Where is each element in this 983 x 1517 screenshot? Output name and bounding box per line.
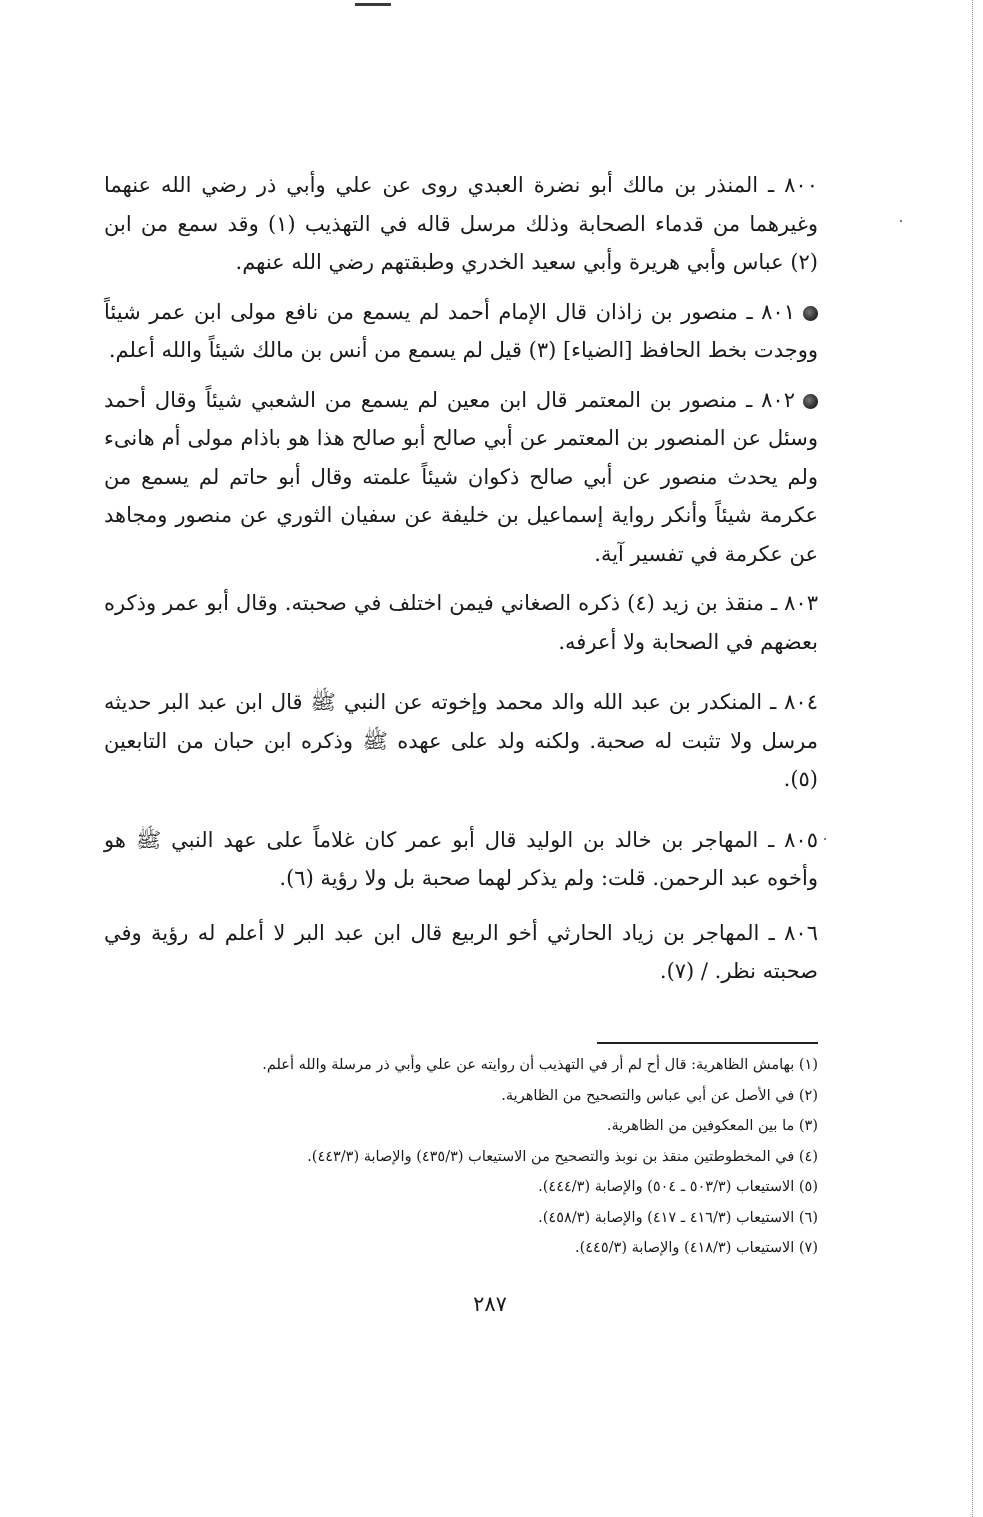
bullet-marker-icon <box>803 306 818 321</box>
entry-804: ٨٠٤ ـ المنكدر بن عبد الله والد محمد وإخوته عن النبي ﷺ قال ابن عبد البر حديثه مرسل ولا تثبت له صحبة. ولكنه ولد على عهده ﷺ وذكره ابن حبان من التابعين (٥). <box>104 690 818 791</box>
main-text <box>104 166 818 1002</box>
entry-802 <box>104 381 818 574</box>
entry-802-text: ٨٠٢ ـ منصور بن المعتمر قال ابن معين لم يسمع من الشعبي شيئاً وقال أحمد وسئل عن المنصور بن المعتمر عن أبي صالح أبو صالح هذا هو باذام مولى أم هانىء ولم يحدث منصور عن أبي صالح ذكوان شيئاً علمته وقال أبو حاتم لم يسمع من عكرمة شيئاً وأنكر رواية إسماعيل بن خليفة عن سفيان الثوري عن منصور ومجاهد عن عكرمة في تفسير آية. <box>104 387 818 566</box>
scan-speck <box>824 838 826 840</box>
footnotes <box>150 1050 818 1264</box>
footnote: (٦) الاستيعاب (٤١٦/٣ ـ ٤١٧) والإصابة (٤٥٨/٣). <box>538 1209 818 1226</box>
footnote-separator <box>597 1042 818 1044</box>
page-top-mark <box>355 3 391 6</box>
footnote: (٣) ما بين المعكوفين من الظاهرية. <box>606 1118 818 1134</box>
entry-803: ٨٠٣ ـ منقذ بن زيد (٤) ذكره الصغاني فيمن اختلف في صحبته. وقال أبو عمر وذكره بعضهم في الصحابة ولا أعرفه. <box>104 591 818 654</box>
footnote: (١) بهامش الظاهرية: قال أح لم أر في التهذيب أن روايته عن علي وأبي ذر مرسلة والله أعلم. <box>262 1057 818 1073</box>
footnote: (٧) الاستيعاب (٤١٨/٣) والإصابة (٤٤٥/٣). <box>574 1240 818 1256</box>
entry-805: ٨٠٥ ـ المهاجر بن خالد بن الوليد قال أبو عمر كان غلاماً على عهد النبي ﷺ هو وأخوه عبد الرحمن. قلت: ولم يذكر لهما صحبة بل ولا رؤية (٦). <box>104 827 818 890</box>
entry-800: ٨٠٠ ـ المنذر بن مالك أبو نضرة العبدي روى عن علي وأبي ذر رضي الله عنهما وغيرهما من قدماء الصحابة وذلك مرسل قاله في التهذيب (١) وقد سمع من ابن (٢) عباس وأبي هريرة وأبي سعيد الخدري وطبقتهم رضي الله عنهم. <box>104 173 818 274</box>
bullet-marker-icon <box>803 394 818 409</box>
entry-801-text: ٨٠١ ـ منصور بن زاذان قال الإمام أحمد لم يسمع من نافع مولى ابن عمر شيئاً ووجدت بخط الحافظ [الضياء] (٣) قيل لم يسمع من أنس بن مالك شيئاً والله أعلم. <box>104 299 818 362</box>
footnote: (٢) في الأصل عن أبي عباس والتصحيح من الظاهرية. <box>501 1087 818 1104</box>
entry-806: ٨٠٦ ـ المهاجر بن زياد الحارثي أخو الربيع قال ابن عبد البر لا أعلم له رؤية وفي صحبته نظر. / (٧). <box>104 920 818 983</box>
entry-801 <box>104 293 818 370</box>
page-number: ٢٨٧ <box>473 1292 507 1316</box>
footnote: (٤) في المخطوطتين منقذ بن نوبذ والتصحيح من الاستيعاب (٤٣٥/٣) والإصابة (٤٤٣/٣). <box>307 1148 818 1165</box>
footnote: (٥) الاستيعاب (٥٠٣/٣ ـ ٥٠٤) والإصابة (٤٤٤/٣). <box>538 1179 818 1195</box>
page-edge-line <box>972 0 973 1517</box>
scan-speck <box>900 220 902 222</box>
